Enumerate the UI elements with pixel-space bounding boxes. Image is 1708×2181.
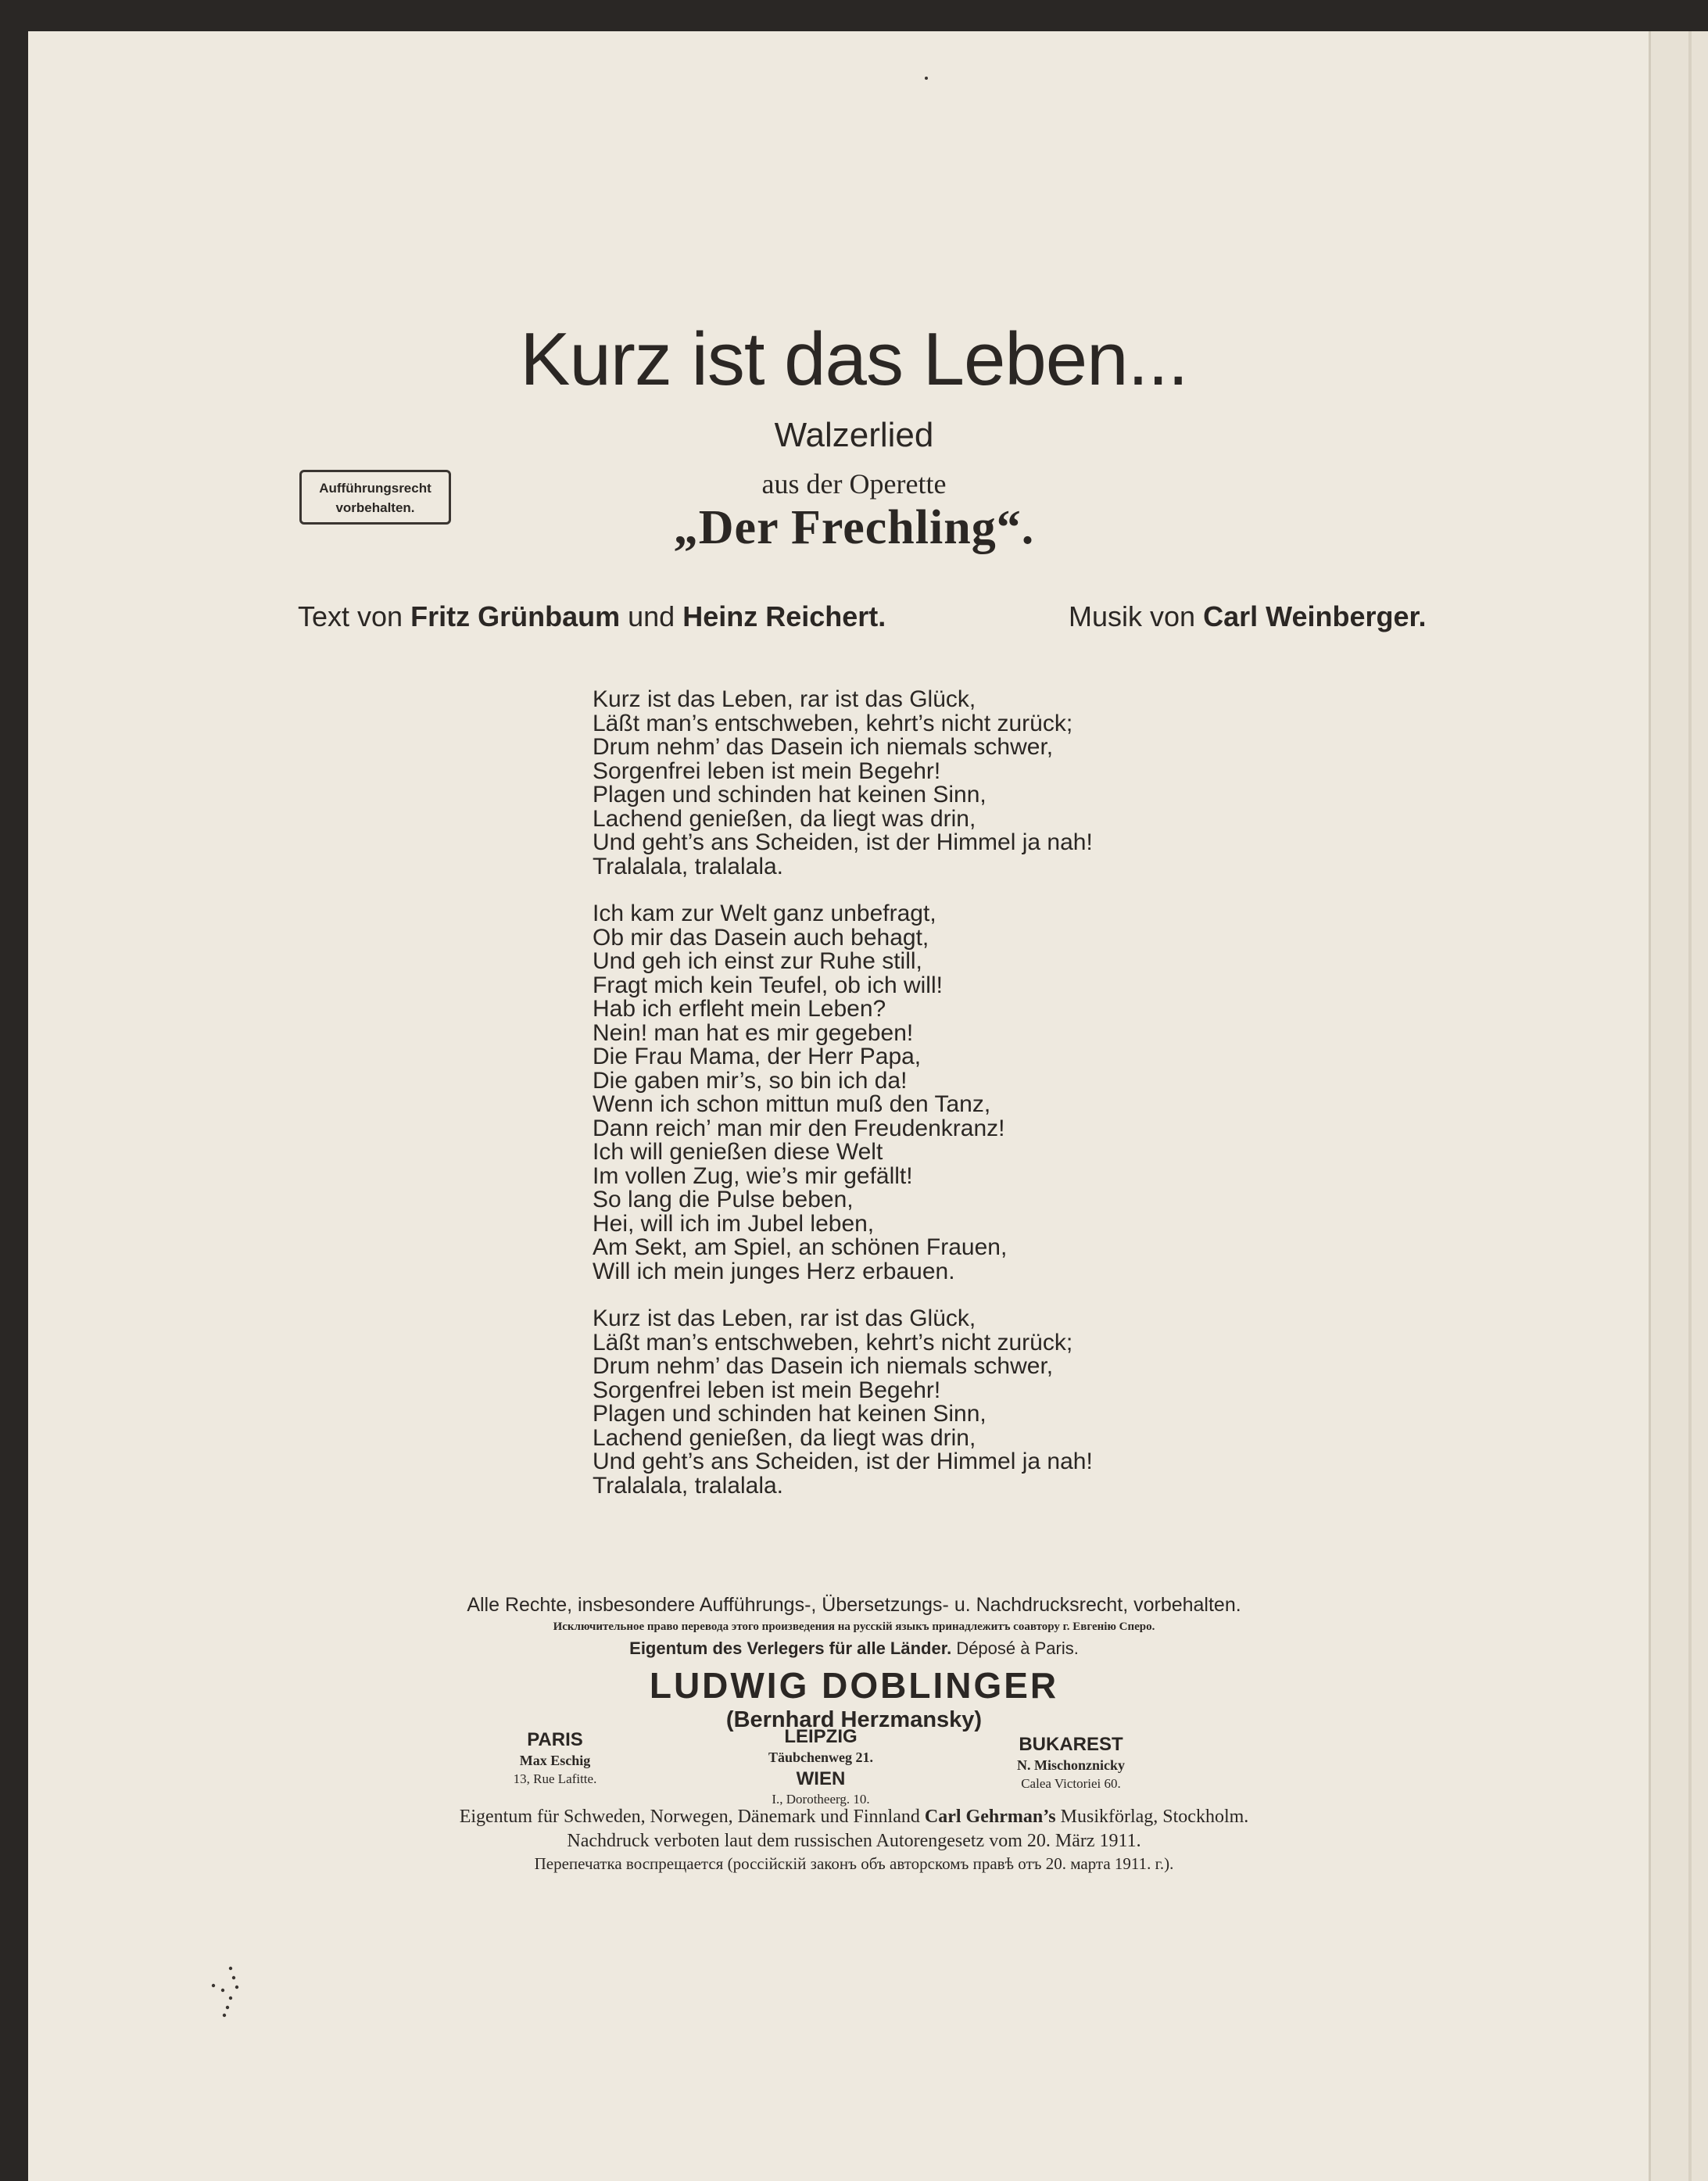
performance-rights-stamp bbox=[299, 470, 451, 525]
publisher-footer bbox=[0, 1592, 1708, 1734]
property-bold: Eigentum des Verlegers für alle Länder. bbox=[629, 1638, 952, 1658]
lyric-line: Fragt mich kein Teufel, ob ich will! bbox=[593, 972, 943, 998]
legal-footer bbox=[0, 1804, 1708, 1875]
lyric-line: Sorgenfrei leben ist mein Begehr! bbox=[593, 1377, 941, 1403]
lyric-line: Die gaben mir’s, so bin ich da! bbox=[593, 1067, 908, 1094]
city-name: PARIS bbox=[527, 1729, 583, 1750]
lyric-line: Tralalala, tralalala. bbox=[593, 853, 783, 879]
publisher-name: LUDWIG DOBLINGER bbox=[649, 1665, 1059, 1706]
lyric-line: Drum nehm’ das Dasein ich niemals schwer, bbox=[593, 1353, 1054, 1379]
stanza-3 bbox=[593, 1307, 1218, 1498]
agent-name: Max Eschig bbox=[519, 1753, 591, 1768]
lyric-line: Sorgenfrei leben ist mein Begehr! bbox=[593, 757, 941, 784]
stanza-1 bbox=[593, 688, 1218, 879]
rights-notice-german: Alle Rechte, insbesondere Aufführungs-, Übersetzungs- u. Nachdrucksrecht, vorbehalten. bbox=[467, 1594, 1241, 1616]
scandinavia-notice bbox=[0, 1804, 1708, 1829]
branch-paris bbox=[469, 1729, 641, 1789]
scandinavia-prefix: Eigentum für Schweden, Norwegen, Dänemark und Finnland bbox=[459, 1807, 920, 1827]
song-subtitle: Walzerlied bbox=[774, 416, 934, 454]
rights-notice-russian: Исключительное право перевода этого произведения на русскій языкъ принадлежитъ соавтору г. Евгенію Сперо. bbox=[553, 1621, 1155, 1633]
lyric-line: Hab ich erfleht mein Leben? bbox=[593, 996, 886, 1022]
reprint-notice-russian: Перепечатка воспрещается (россійскій законъ объ авторскомъ правѣ отъ 20. марта 1911. г.). bbox=[534, 1854, 1174, 1873]
stanza-2 bbox=[593, 902, 1218, 1284]
lyric-line: Lachend genießen, da liegt was drin, bbox=[593, 805, 976, 832]
music-prefix: Musik von bbox=[1069, 600, 1196, 632]
scandinavia-suffix: Musikförlag, Stockholm. bbox=[1060, 1807, 1249, 1827]
composer-credit bbox=[1069, 600, 1427, 633]
lyric-line: Am Sekt, am Spiel, an schönen Frauen, bbox=[593, 1234, 1008, 1260]
lyric-line: Will ich mein junges Herz erbauen. bbox=[593, 1258, 955, 1284]
stamp-line: vorbehalten. bbox=[335, 500, 415, 515]
lyric-line: Wenn ich schon mittun muß den Tanz, bbox=[593, 1091, 991, 1117]
lyric-line: Ob mir das Dasein auch behagt, bbox=[593, 924, 929, 951]
operetta-title: „Der Frechling“. bbox=[673, 501, 1035, 554]
address: Täubchenweg 21. bbox=[768, 1749, 873, 1765]
lyric-line: Tralalala, tralalala. bbox=[593, 1472, 783, 1499]
lyric-line: Ich kam zur Welt ganz unbefragt, bbox=[593, 901, 936, 926]
operetta-intro: aus der Operette bbox=[761, 468, 947, 500]
lyric-line: Plagen und schinden hat keinen Sinn, bbox=[593, 1401, 986, 1427]
lyric-line: Die Frau Mama, der Herr Papa, bbox=[593, 1044, 922, 1069]
reprint-notice-german: Nachdruck verboten laut dem russischen Autorengesetz vom 20. März 1911. bbox=[567, 1831, 1141, 1851]
lyric-line: Kurz ist das Leben, rar ist das Glück, bbox=[593, 1305, 976, 1331]
address: Calea Victoriei 60. bbox=[1021, 1776, 1121, 1791]
city-name: BUKAREST bbox=[1019, 1734, 1123, 1755]
lyrics bbox=[593, 688, 1218, 1521]
branch-leipzig bbox=[727, 1726, 915, 1767]
city-name: LEIPZIG bbox=[784, 1726, 858, 1747]
perforation-dots bbox=[207, 1962, 254, 2025]
agent-name: N. Mischonznicky bbox=[1016, 1757, 1125, 1773]
property-notice bbox=[0, 1635, 1708, 1662]
song-title: Kurz ist das Leben... bbox=[520, 317, 1188, 401]
lyric-line: Läßt man’s entschweben, kehrt’s nicht zurück; bbox=[593, 1329, 1073, 1356]
lyric-line: So lang die Pulse beben, bbox=[593, 1187, 854, 1212]
lyric-line: Im vollen Zug, wie’s mir gefällt! bbox=[593, 1162, 913, 1189]
text-prefix: Text von bbox=[298, 600, 403, 632]
publisher-subname: (Bernhard Herzmansky) bbox=[725, 1707, 983, 1732]
lyric-line: Dann reich’ man mir den Freudenkranz! bbox=[593, 1115, 1005, 1141]
lyric-line: Lachend genießen, da liegt was drin, bbox=[593, 1424, 976, 1451]
branch-wien bbox=[727, 1768, 915, 1809]
stamp-line: Aufführungsrecht bbox=[319, 481, 431, 496]
lyric-line: Hei, will ich im Jubel leben, bbox=[593, 1210, 875, 1237]
lyric-line: Plagen und schinden hat keinen Sinn, bbox=[593, 782, 986, 808]
branch-bukarest bbox=[977, 1734, 1165, 1793]
city-name: WIEN bbox=[796, 1768, 846, 1789]
lyric-line: Ich will genießen diese Welt bbox=[593, 1139, 883, 1165]
composer-name: Carl Weinberger. bbox=[1203, 600, 1427, 632]
lyric-line: Und geht’s ans Scheiden, ist der Himmel ja nah! bbox=[593, 829, 1093, 855]
lyricist-name: Fritz Grünbaum bbox=[410, 600, 621, 632]
lyric-line: Drum nehm’ das Dasein ich niemals schwer, bbox=[593, 734, 1054, 760]
lyric-line: Läßt man’s entschweben, kehrt’s nicht zurück; bbox=[593, 710, 1073, 736]
scandinavia-publisher: Carl Gehrman’s bbox=[924, 1807, 1056, 1827]
and-word: und bbox=[628, 600, 675, 632]
lyric-line: Kurz ist das Leben, rar ist das Glück, bbox=[593, 686, 976, 712]
lyric-line: Nein! man hat es mir gegeben! bbox=[593, 1019, 914, 1046]
lyricist-credit bbox=[298, 600, 886, 633]
address: I., Dorotheerg. 10. bbox=[772, 1792, 870, 1807]
lyricist-name: Heinz Reichert. bbox=[682, 600, 886, 632]
lyric-line: Und geh ich einst zur Ruhe still, bbox=[593, 948, 922, 974]
address: 13, Rue Lafitte. bbox=[513, 1771, 597, 1786]
depose-notice: Déposé à Paris. bbox=[956, 1638, 1079, 1658]
lyric-line: Und geht’s ans Scheiden, ist der Himmel ja nah! bbox=[593, 1449, 1093, 1474]
paper-speck bbox=[925, 77, 928, 80]
